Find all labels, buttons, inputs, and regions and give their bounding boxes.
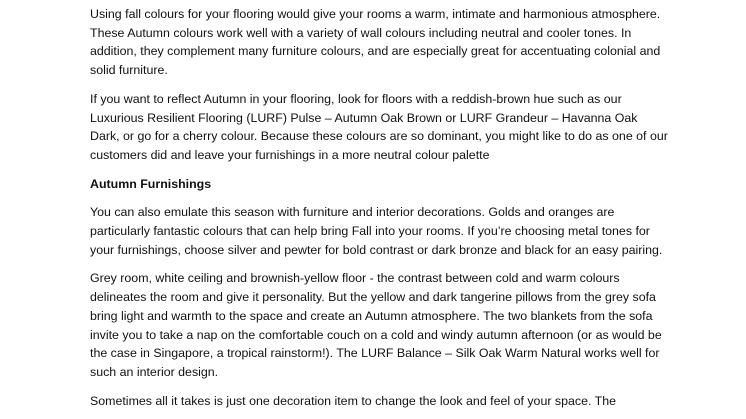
paragraph-decoration-item: Sometimes all it takes is just one decoration item to change the look and feel of your space. The <box>90 393 616 408</box>
paragraph-fall-colours-flooring: Using fall colours for your flooring would give your rooms a warm, intimate and harmonious atmosphere. These Autumn colours work well with a variety of wall colours including neutral and cooler tones. In addition, they complement many furniture colours, and are especially great for accentuating colonial and solid furniture. <box>90 7 661 78</box>
paragraph-grey-room: Grey room, white ceiling and brownish-yellow floor - the contrast between cold and warm colours delineates the room and give it personality. But the yellow and dark tangerine pillows from the grey sofa bring light and warmth to the space and create an Autumn atmosphere. The two blankets from the sofa invite you to take a nap on the comfortable couch on a cold and windy autumn afternoon (or as would be the case in Singapore, a tropical rainstorm!). The LURF Balance – Silk Oak Warm Natural works well for such an interior design. <box>90 271 662 379</box>
section-heading-autumn-furnishings: Autumn Furnishings <box>90 176 212 191</box>
document-body <box>90 5 670 419</box>
paragraph-furniture-decorations: You can also emulate this season with furniture and interior decorations. Golds and oranges are particularly fantastic colours that can help bring Fall into your rooms. If you’re choosing metal tones for your furnishings, choose silver and pewter for bold contrast or dark bronze and black for an easy pairing. <box>90 205 663 257</box>
paragraph-autumn-flooring: If you want to reflect Autumn in your flooring, look for floors with a reddish-brown hue such as our Luxurious Resilient Flooring (LURF) Pulse – Autumn Oak Brown or LURF Grandeur – Havanna Oak Dark, or go for a cherry colour. Because these colours are so dominant, you might like to do as one of our customers did and leave your furnishings in a more neutral colour palette <box>90 91 668 162</box>
